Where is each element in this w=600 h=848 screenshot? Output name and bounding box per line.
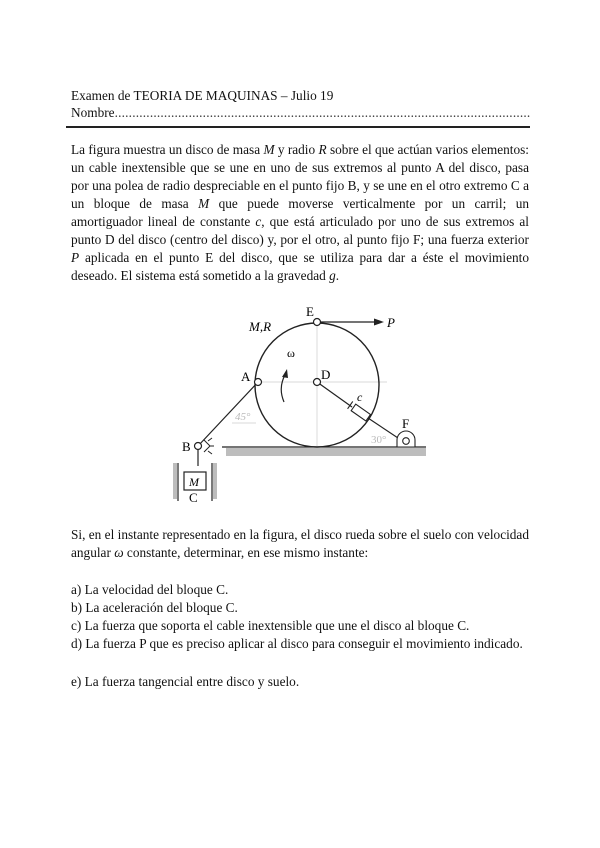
label-omega: ω — [287, 346, 295, 360]
name-dots: ...................................................................................................................... — [114, 105, 531, 120]
label-45: 45° — [235, 411, 251, 423]
label-P: P — [387, 315, 395, 330]
item-c: c) La fuerza que soporta el cable inextensible que une el disco al bloque C. — [71, 618, 470, 633]
label-D: D — [321, 367, 331, 382]
item-d: d) La fuerza P que es preciso aplicar al disco para conseguir el movimiento indicado. — [71, 636, 523, 651]
label-E: E — [306, 304, 314, 319]
exam-title: Examen de TEORIA DE MAQUINAS – Julio 19 — [71, 88, 334, 103]
pulley-B — [195, 443, 202, 450]
question-intro: Si, en el instante representado en la figura, el disco rueda sobre el suelo con velocidad angular ω constante, determinar, en ese mismo instante: — [71, 527, 529, 560]
damper — [351, 404, 370, 421]
item-b: b) La aceleración del bloque C. — [71, 600, 238, 615]
item-e: e) La fuerza tangencial entre disco y suelo. — [71, 674, 300, 689]
label-B: B — [182, 439, 191, 454]
label-F: F — [402, 416, 410, 431]
name-label: Nombre — [71, 105, 115, 120]
label-M: M — [189, 475, 199, 489]
label-A: A — [241, 369, 251, 384]
label-c: c — [357, 390, 363, 404]
label-30: 30° — [371, 434, 387, 446]
omega-arrow — [281, 375, 285, 402]
problem-statement: La figura muestra un disco de masa M y radio R sobre el que actúan varios elementos: un cable inextensible que se une en uno de sus extremos al punto A del disco, pasa por una polea de radio despreciable en el punto fijo B, y se une en el otro extremo C a un bloque de masa M que puede moverse verticalmente por un carril; un amortiguador lineal de constante c, que está articulado por uno de sus extremos al punto D del disco (centro del disco) y, por el otro, al punto fijo F; una fuerza exterior P aplicada en el punto E del disco, que se utiliza para dar a éste el movimiento deseado. El sistema está sometido a la gravedad g. — [71, 142, 529, 283]
ground-hatch — [226, 448, 426, 456]
item-a: a) La velocidad del bloque C. — [71, 582, 229, 597]
label-C: C — [189, 490, 198, 505]
label-MR: M,R — [249, 319, 272, 334]
